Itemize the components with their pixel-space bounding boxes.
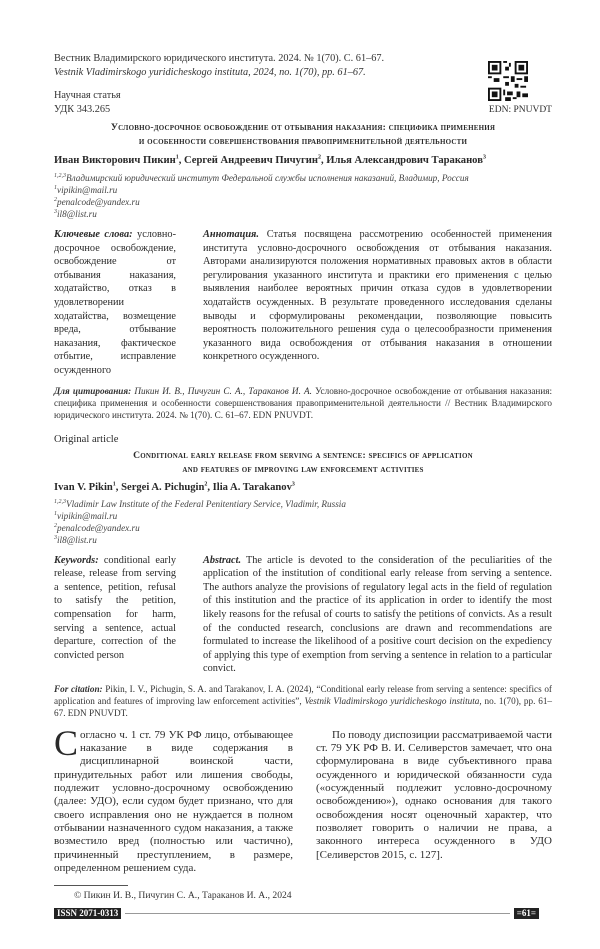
author: Иван Викторович Пикин [54,155,176,166]
abstract-label: Abstract. [203,555,241,566]
affiliation-ru [54,172,552,220]
body-column-right [316,729,552,875]
title-ru-line2: и особенности совершенствования правоприменительной деятельности [54,135,552,149]
abstract-text: Статья посвящена рассмотрению особенностей применения института условно-досрочного освобождения от отбывания наказания. Авторами анализируются положения нормативных правовых актов в области регулирования указанного института и практики его применения с целью выявления наиболее вероятных причин отказа судов в удовлетворении ходатайств осужденных. В результате проведенного исследования сделаны выводы и сформулированы рекомендации, позволяющие повысить вероятность положительного решения суда о целесообразности применения указанного вида освобождения от отбывания наказания в отношении конкретного осужденного. [203,229,552,362]
keywords-ru [54,228,176,378]
keywords-abstract-en [54,554,552,676]
author-sup: 2 [318,154,321,160]
keywords-label: Keywords: [54,555,99,566]
article-type: Научная статья [54,89,384,103]
authors-ru: Иван Викторович Пикин1, Сергей Андреевич Пичугин2, Илья Александрович Тараканов3 [54,154,552,168]
page [0,0,600,949]
email-sup: 3 [54,209,57,215]
affil-text: Владимирский юридический институт Федеральной службы исполнения наказаний, Владимир, Россия [66,173,469,183]
affil-text: Vladimir Law Institute of the Federal Penitentiary Service, Vladimir, Russia [66,499,346,509]
drop-cap: С [54,730,78,756]
issn-badge: ISSN 2071-0313 [54,908,121,919]
udk: УДК 343.265 [54,103,384,117]
citation-label: Для цитирования: [54,386,131,396]
email-sup: 1 [54,185,57,191]
author: Ilia A. Tarakanov [213,482,292,493]
keywords-label: Ключевые слова: [54,229,133,240]
citation-authors: Пикин И. В., Пичугин С. А., Тараканов И. А. [134,386,312,396]
abstract-label: Аннотация. [203,229,259,240]
citation-text: Pikin, I. V., Pichugin, S. A. and Tarakanov, I. A. (2024), “Conditional early release from serving a sentence: specifics of application and features of improving law enforcement activities”, [54,684,552,706]
email: penalcode@yandex.ru [57,197,140,207]
title-ru-line1: Условно-досрочное освобождение от отбывания наказания: специфика применения [54,121,552,135]
email: vipikin@mail.ru [57,511,117,521]
author-sup: 3 [483,154,486,160]
abstract-text: The article is devoted to the consideration of the peculiarities of the application of the institution of conditional early release from serving a sentence. The authors analyze the provisions of regulatory legal acts in the field of regulation of this institution and the practice of its application in order to identify the most likely reasons for the refusal of courts to satisfy the petitions of convicts. As a result of the conducted research, conclusions are drawn and recommendations are formulated to increase the likelihood of a positive court decision on the expediency of applying this type of exemption from serving a sentence in relation to a particular convict. [203,555,552,675]
affiliation-en [54,498,552,546]
citation-text-end: no. 1(70), pp. 61–67. EDN PNUVDT. [54,696,552,718]
email-sup: 2 [54,522,57,528]
title-en-line2: and features of improving law enforcement activities [54,463,552,477]
footer-rule [125,913,509,914]
journal-header [54,52,384,117]
author: Илья Александрович Тараканов [326,155,483,166]
author: Sergei A. Pichugin [121,482,204,493]
author: Ivan V. Pikin [54,482,113,493]
abstract-en [203,554,552,676]
email-sup: 2 [54,197,57,203]
author-sup: 1 [113,481,116,487]
email: vipikin@mail.ru [57,185,117,195]
body-paragraph: огласно ч. 1 ст. 79 УК РФ лицо, отбывающее наказание в виде содержания в дисциплинарной воинской части, принудительных работ или лишения свободы, подлежит условно-досрочному освобождению (далее: УДО), если судом будет признано, что для своего исправления оно не нуждается в полном отбывании назначенного судом наказания, а также возместило вред (полностью или частично), причиненный преступлением, в размере, определенном решением суда. [54,729,293,874]
citation-label: For citation: [54,684,103,694]
footnote-rule [54,885,128,886]
title-ru [54,121,552,149]
author-sup: 3 [292,481,295,487]
citation-journal: Vestnik Vladimirskogo yuridicheskogo instituta, [305,696,482,706]
qr-code-icon [488,61,528,101]
author-sup: 1 [176,154,179,160]
author-sup: 2 [204,481,207,487]
qr-block [488,61,552,116]
edn-code: EDN: PNUVDT [489,104,552,116]
keywords-text: conditional early release, release from serving a sentence, petition, refusal to satisfy the petition, compensation for harm, serving a sentence, actual departure, correction of the convicted person [54,555,176,661]
author: Сергей Андреевич Пичугин [184,155,318,166]
title-en-line1: Conditional early release from serving a sentence: specifics of application [54,449,552,463]
authors-en: Ivan V. Pikin1, Sergei A. Pichugin2, Ilia A. Tarakanov3 [54,481,552,495]
email: il8@list.ru [57,535,97,545]
email: penalcode@yandex.ru [57,523,140,533]
journal-ru: Вестник Владимирского юридического института. 2024. № 1(70). С. 61–67. [54,52,384,66]
affil-sup: 1,2,3 [54,173,66,179]
citation-text: Условно-досрочное освобождение от отбывания наказания: специфика применения и особенности совершенствования правоприменительной деятельности // Вестник Владимирского юридического института. 2024. № 1(70). С. 61–67. EDN PNUVDT. [54,386,552,420]
copyright: © Пикин И. В., Пичугин С. А., Тараканов И. А., 2024 [54,889,552,902]
keywords-text: условно-досрочное освобождение, освобождение от отбывания наказания, ходатайство, отказ в удовлетворении ходатайства, возмещение вреда, отбывание наказания, фактическое отбытие, исправление осужденного [54,229,176,376]
title-en [54,449,552,477]
citation-en [54,683,552,719]
email: il8@list.ru [57,209,97,219]
affil-sup: 1,2,3 [54,498,66,504]
email-sup: 1 [54,510,57,516]
header-row [54,52,552,117]
article-type-en: Original article [54,433,552,447]
body-column-left [54,729,293,875]
footer-bar [54,908,552,919]
body-columns [54,729,552,875]
email-sup: 3 [54,534,57,540]
keywords-en [54,554,176,676]
keywords-abstract-ru [54,228,552,378]
body-paragraph: По поводу диспозиции рассматриваемой части ст. 79 УК РФ В. И. Селиверстов замечает, что она сформулирована в виде субъективного права осужденного и юридической обязанности суда («осужденный подлежит условно-досрочному освобождению»), однако основания для такого освобождения носят оценочный характер, что позволяет говорить о наличии не права, а законного интереса осужденного в УДО [Селиверстов 2015, с. 127]. [316,729,552,861]
citation-ru [54,385,552,421]
page-number: =61= [514,908,539,919]
journal-en: Vestnik Vladimirskogo yuridicheskogo instituta, 2024, no. 1(70), pp. 61–67. [54,66,384,80]
abstract-ru [203,228,552,378]
